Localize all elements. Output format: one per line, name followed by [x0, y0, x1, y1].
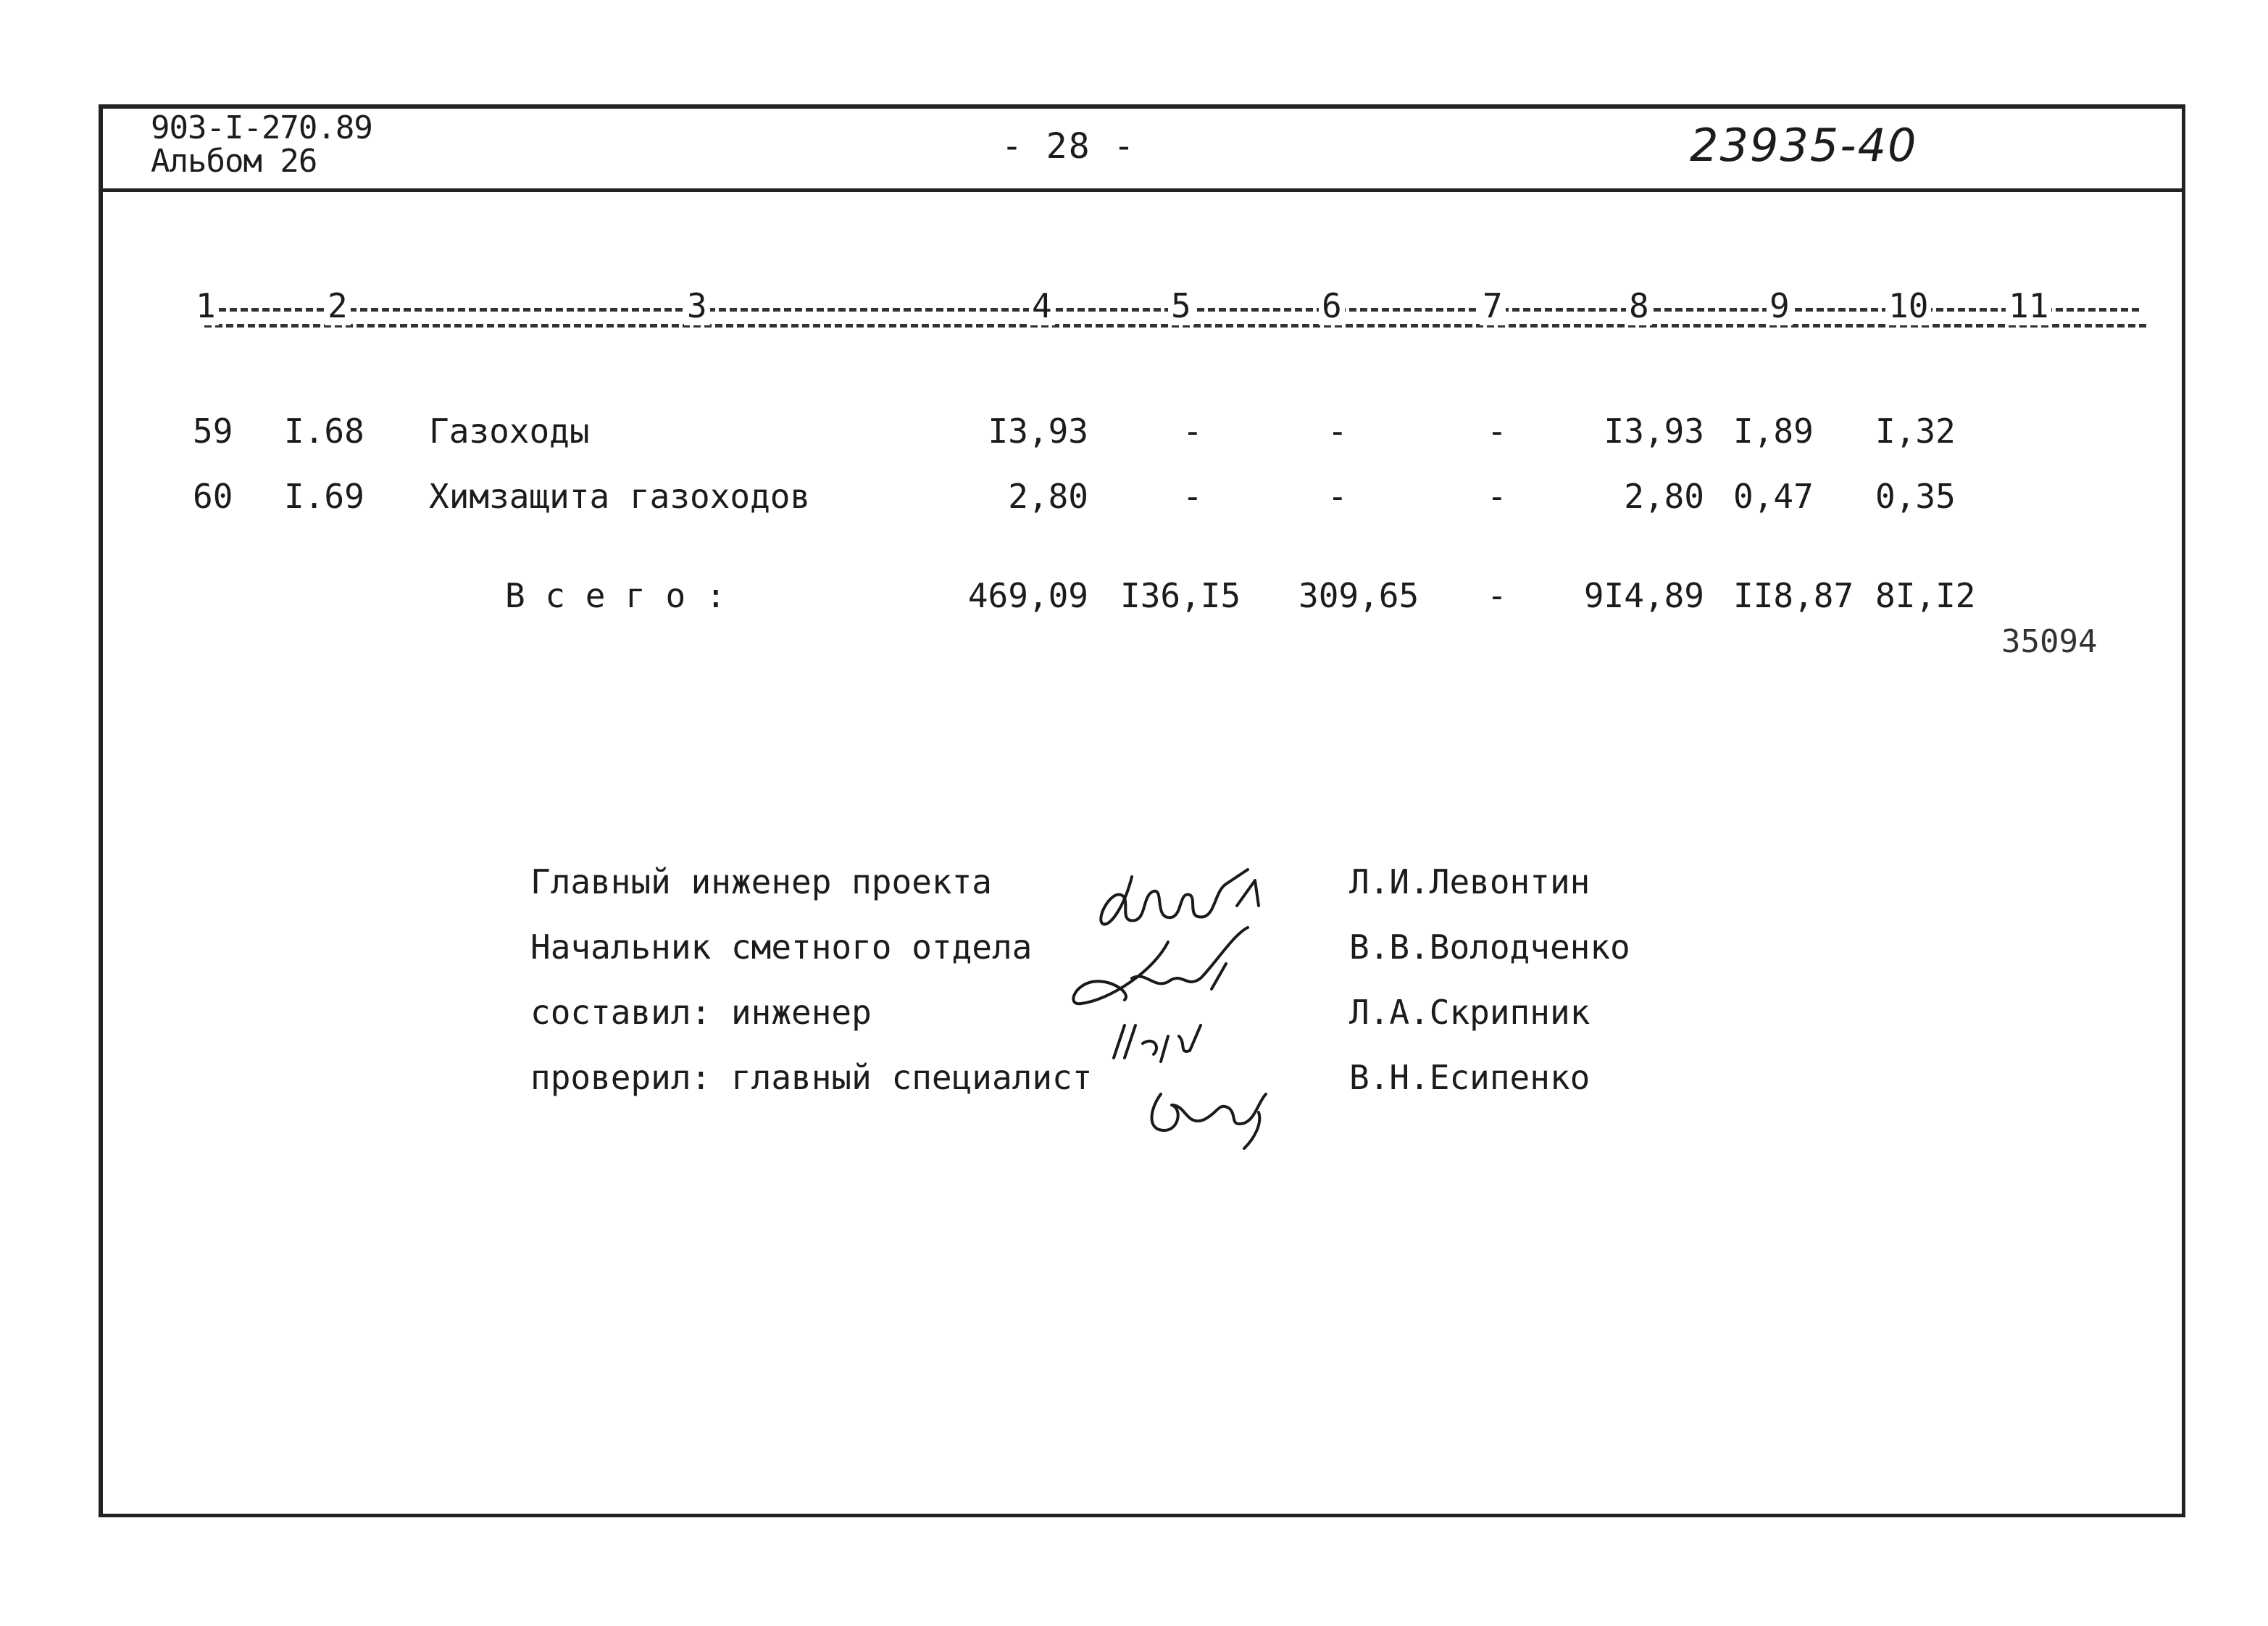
column-number-2: 2 — [325, 286, 351, 325]
document-code-line1: 903-I-270.89 — [151, 109, 372, 146]
signature-name: Л.А.Скрипник — [1349, 993, 1590, 1032]
row-code: I.69 — [284, 477, 364, 516]
total-col7: - — [1487, 576, 1507, 615]
column-number-9: 9 — [1767, 286, 1793, 325]
document-code — [151, 109, 372, 180]
handwritten-signatures — [530, 862, 1835, 1152]
column-number-7: 7 — [1480, 286, 1506, 325]
column-number-8: 8 — [1626, 286, 1652, 325]
cell-col10: 0,35 — [1875, 477, 1956, 516]
inventory-stamp: 23935-40 — [1690, 119, 1918, 172]
signature-stroke-2 — [1073, 927, 1248, 1004]
signature-name: В.В.Володченко — [1349, 927, 1630, 967]
signature-name: Л.И.Левонтин — [1349, 862, 1590, 901]
signature-role: Начальник сметного отдела — [530, 927, 1033, 967]
cell-col4: 2,80 — [1008, 477, 1088, 516]
column-number-10: 10 — [1885, 286, 1931, 325]
signature-stroke-4 — [1152, 1094, 1267, 1148]
table-row — [103, 412, 2182, 455]
cell-col8: 2,80 — [1624, 477, 1704, 516]
signature-stroke-3 — [1114, 1025, 1201, 1062]
cell-col9: I,89 — [1733, 412, 1814, 451]
total-col4: 469,09 — [967, 576, 1088, 615]
total-col9: II8,87 — [1733, 576, 1854, 615]
cell-col9: 0,47 — [1733, 477, 1814, 516]
signature-role: Главный инженер проекта — [530, 862, 992, 901]
row-number: 60 — [193, 477, 233, 516]
total-label: В с е г о : — [505, 576, 726, 615]
column-number-11: 11 — [2006, 286, 2051, 325]
total-col8: 9I4,89 — [1583, 576, 1704, 615]
total-row — [103, 576, 2182, 620]
cell-col4: I3,93 — [988, 412, 1088, 451]
table-row — [103, 477, 2182, 520]
column-number-4: 4 — [1029, 286, 1055, 325]
header-band — [103, 109, 2182, 192]
signature-block — [530, 862, 1835, 1152]
cell-col6: - — [1327, 477, 1348, 516]
total-col10: 8I,I2 — [1875, 576, 1976, 615]
cell-col7: - — [1487, 477, 1507, 516]
column-number-1: 1 — [193, 286, 219, 325]
total-col5: I36,I5 — [1120, 576, 1241, 615]
total-col6: 309,65 — [1298, 576, 1419, 615]
row-name: Газоходы — [429, 412, 590, 451]
column-number-6: 6 — [1319, 286, 1345, 325]
signature-stroke-1 — [1101, 870, 1259, 925]
column-number-row — [103, 286, 2182, 351]
column-number-5: 5 — [1168, 286, 1194, 325]
cell-col5: - — [1183, 412, 1203, 451]
document-code-line2: Альбом 26 — [151, 143, 317, 180]
signature-role: проверил: главный специалист — [530, 1058, 1093, 1097]
document-frame — [99, 104, 2185, 1517]
cell-col10: I,32 — [1875, 412, 1956, 451]
row-code: I.68 — [284, 412, 364, 451]
page-number: - 28 - — [1001, 126, 1136, 167]
signature-role: составил: инженер — [530, 993, 872, 1032]
footnote-number: 35094 — [2001, 623, 2098, 660]
signature-name: В.Н.Есипенко — [1349, 1058, 1590, 1097]
cell-col7: - — [1487, 412, 1507, 451]
column-number-3: 3 — [684, 286, 710, 325]
row-number: 59 — [193, 412, 233, 451]
row-name: Химзащита газоходов — [429, 477, 811, 516]
cell-col8: I3,93 — [1604, 412, 1704, 451]
cell-col5: - — [1183, 477, 1203, 516]
cell-col6: - — [1327, 412, 1348, 451]
